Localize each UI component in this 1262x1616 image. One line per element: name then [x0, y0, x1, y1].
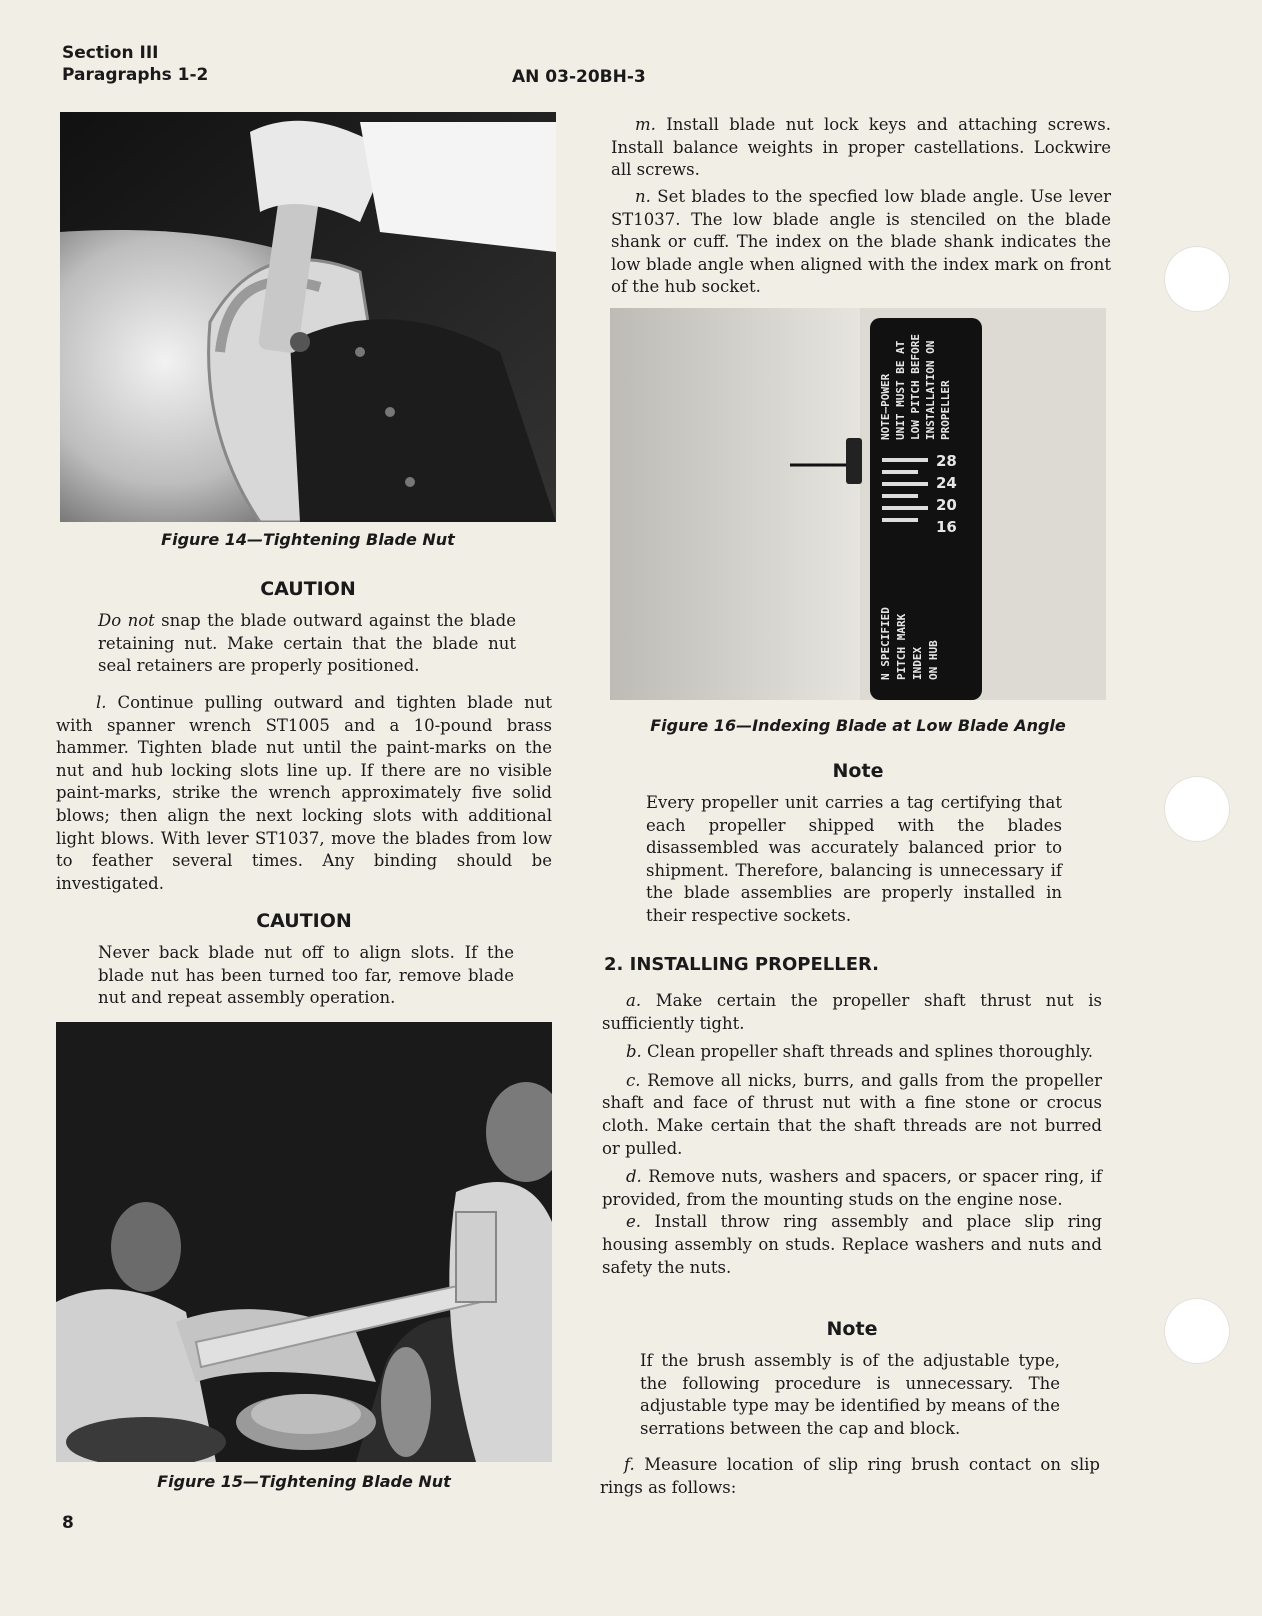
caution-2-heading: CAUTION	[256, 910, 352, 932]
note-1-text: Every propeller unit carries a tag certifying that each propeller shipped with the blades disassembled was accurately balanced prior to shipment. Therefore, balancing is unnecessary if the blade assemblies are properly installed in their respective sockets.	[646, 793, 1062, 925]
paragraphs-label: Paragraphs 1-2	[62, 65, 209, 85]
plate-bottom-line-2: PITCH MARK	[895, 613, 908, 680]
scale-24: 24	[936, 474, 957, 492]
step-e-letter: e.	[626, 1212, 642, 1232]
step-l-letter: l.	[96, 693, 107, 712]
plate-note-line-3: LOW PITCH BEFORE	[909, 334, 922, 440]
plate-bottom-line-1: N SPECIFIED	[879, 607, 892, 680]
scale-28: 28	[936, 452, 957, 470]
step-f-text: Measure location of slip ring brush contact on slip rings as follows:	[600, 1455, 1100, 1497]
step-b-letter: b.	[626, 1042, 642, 1062]
caution-1-body: snap the blade outward against the blade retaining nut. Make certain that the blade nut seal retainers are properly positioned.	[98, 611, 516, 676]
plate-bottom-line-4: ON HUB	[927, 640, 940, 680]
figure-14-caption: Figure 14—Tightening Blade Nut	[161, 530, 455, 549]
caution-1-heading: CAUTION	[260, 578, 356, 600]
step-n-letter: n.	[635, 187, 651, 206]
step-c-letter: c.	[626, 1070, 641, 1090]
plate-bottom-block	[878, 540, 978, 690]
step-m	[611, 114, 1111, 182]
plate-note-line-2: UNIT MUST BE AT	[894, 340, 907, 440]
plate-note-line-5: PROPELLER	[939, 380, 952, 440]
section-label: Section III	[62, 43, 159, 63]
scale-20: 20	[936, 496, 957, 514]
binder-hole-middle	[1164, 776, 1230, 842]
plate-note-line-4: INSTALLATION ON	[924, 340, 937, 440]
figure-16-caption: Figure 16—Indexing Blade at Low Blade Angle	[650, 716, 1066, 735]
step-d-text: Remove nuts, washers and spacers, or spacer ring, if provided, from the mounting studs on the engine nose.	[602, 1167, 1102, 1209]
step-e	[602, 1211, 1102, 1279]
step-l	[56, 692, 552, 895]
step-d	[602, 1166, 1102, 1211]
plate-note-block	[878, 330, 978, 450]
section-2-steps	[602, 990, 1102, 1279]
note-2-text: If the brush assembly is of the adjustable type, the following procedure is unnecessary. The adjustable type may be identified by means of the serrations between the cap and block.	[640, 1351, 1060, 1438]
figure-14-photo	[60, 112, 556, 522]
step-m-text: Install blade nut lock keys and attaching screws. Install balance weights in proper castellations. Lockwire all screws.	[611, 115, 1111, 180]
figure-15-caption: Figure 15—Tightening Blade Nut	[157, 1472, 451, 1491]
plate-note-line-1: NOTE—POWER	[879, 373, 892, 440]
pitch-scale	[936, 450, 976, 538]
step-a	[602, 990, 1102, 1035]
section-2-heading: 2. INSTALLING PROPELLER.	[604, 954, 880, 975]
step-c-text: Remove all nicks, burrs, and galls from the propeller shaft and face of thrust nut with a fine stone or crocus cloth. Make certain that the shaft threads are not burred or pulled.	[602, 1070, 1102, 1158]
step-a-letter: a.	[626, 991, 642, 1010]
binder-hole-bottom	[1164, 1298, 1230, 1364]
caution-1-emphasis: Do not	[98, 611, 155, 630]
caution-1-text	[98, 610, 516, 678]
step-l-text: Continue pulling outward and tighten blade nut with spanner wrench ST1005 and a 10-pound brass hammer. Tighten blade nut until the paint-marks on the nut and hub locking slots line up. If there are no visible paint-marks, strike the wrench approximately five solid blows; then align the next locking slots with additional light blows. With lever ST1037, move the blades from low to feather several times. Any binding should be investigated.	[56, 693, 552, 893]
figure-15-photo	[56, 1022, 552, 1462]
note-1-heading: Note	[832, 760, 884, 782]
note-2-heading: Note	[826, 1318, 878, 1340]
caution-2-text: Never back blade nut off to align slots. If the blade nut has been turned too far, remove blade nut and repeat assembly operation.	[98, 943, 514, 1008]
step-f-letter: f.	[624, 1455, 635, 1474]
step-n-text: Set blades to the specfied low blade angle. Use lever ST1037. The low blade angle is stenciled on the blade shank or cuff. The index on the blade shank indicates the low blade angle when aligned with the index mark on front of the hub socket.	[611, 187, 1111, 297]
step-d-letter: d.	[626, 1167, 642, 1187]
page-number: 8	[62, 1513, 74, 1533]
document-number: AN 03-20BH-3	[512, 67, 646, 87]
scale-16: 16	[936, 518, 957, 536]
step-n	[611, 186, 1111, 299]
step-f	[600, 1454, 1100, 1499]
step-c	[602, 1070, 1102, 1160]
step-a-text: Make certain the propeller shaft thrust nut is sufficiently tight.	[602, 991, 1102, 1033]
step-b-text: Clean propeller shaft threads and splines thoroughly.	[641, 1042, 1093, 1062]
step-m-letter: m.	[635, 115, 656, 134]
step-e-text: Install throw ring assembly and place slip ring housing assembly on studs. Replace washers and nuts and safety the nuts.	[602, 1212, 1102, 1277]
figure-16-photo	[610, 308, 1106, 700]
binder-hole-top	[1164, 246, 1230, 312]
step-b	[602, 1041, 1102, 1064]
plate-bottom-line-3: INDEX	[911, 646, 924, 680]
